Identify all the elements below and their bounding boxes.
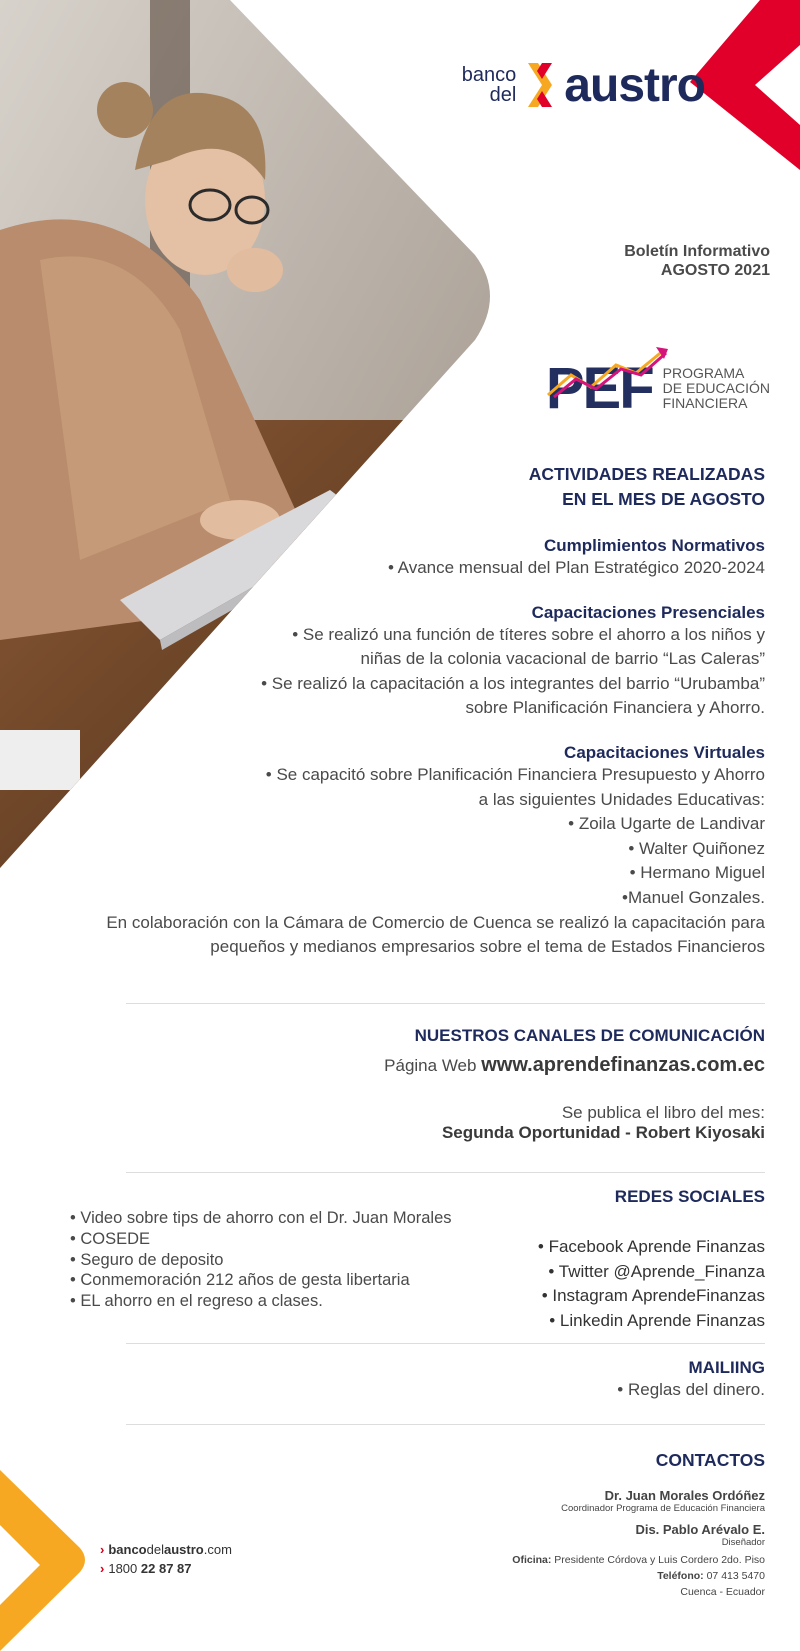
- section-line: •Manuel Gonzales.: [622, 887, 765, 907]
- red-chevron-decoration: [690, 0, 800, 170]
- logo-x-icon: [524, 61, 556, 109]
- phone-number[interactable]: 07 413 5470: [706, 1570, 765, 1582]
- pef-line3: FINANCIERA: [662, 395, 748, 411]
- social-accounts: [538, 1235, 765, 1333]
- section-line: a las siguientes Unidades Educativas:: [478, 789, 765, 809]
- channels-title: NUESTROS CANALES DE COMUNICACIÓN: [414, 1026, 765, 1045]
- section-line: • Walter Quiñonez: [628, 838, 765, 858]
- phone-label: Teléfono:: [657, 1570, 704, 1582]
- contact-name: Dis. Pablo Arévalo E.: [635, 1522, 765, 1537]
- section-line: • Zoila Ugarte de Landivar: [568, 814, 765, 834]
- footer-phone-prefix: 1800: [108, 1561, 138, 1576]
- social-facebook-link[interactable]: • Facebook Aprende Finanzas: [537, 1237, 765, 1256]
- section-virtuales: [65, 743, 765, 960]
- contact-name: Dr. Juan Morales Ordóñez: [604, 1488, 765, 1503]
- footer-web-part: banco: [108, 1542, 147, 1557]
- video-item: • EL ahorro en el regreso a clases.: [70, 1292, 323, 1311]
- video-item: • Seguro de deposito: [70, 1250, 224, 1269]
- section-line: • Se realizó una función de títeres sobre el ahorro a los niños y: [292, 624, 765, 644]
- footer-web-part: austro: [164, 1542, 204, 1557]
- bulletin-date: AGOSTO 2021: [660, 262, 770, 279]
- social-title-text: REDES SOCIALES: [614, 1187, 765, 1206]
- banco-del-austro-logo[interactable]: [462, 55, 705, 115]
- growth-arrow-icon: [546, 345, 671, 405]
- web-link[interactable]: www.aprendefinanzas.com.ec: [481, 1054, 765, 1076]
- activities-title-2: EN EL MES DE AGOSTO: [562, 488, 765, 509]
- pef-line1: PROGRAMA: [662, 365, 745, 381]
- chevron-right-icon: ›: [100, 1561, 105, 1576]
- social-linkedin-link[interactable]: • Linkedin Aprende Finanzas: [549, 1310, 765, 1330]
- social-title: [615, 1187, 765, 1207]
- web-label: Página Web: [384, 1056, 477, 1075]
- footer-web-part: .com: [203, 1542, 232, 1557]
- bulletin-header: [624, 242, 770, 280]
- footer-phone-link[interactable]: [100, 1559, 232, 1578]
- contacts-title: [656, 1450, 765, 1471]
- section-line: • Se capacitó sobre Planificación Financiera Presupuesto y Ahorro: [265, 764, 765, 784]
- social-instagram-link[interactable]: • Instagram AprendeFinanzas: [541, 1286, 765, 1306]
- footer-links: [100, 1540, 232, 1578]
- logo-word-banco: banco: [461, 64, 517, 86]
- activities-title-1: ACTIVIDADES REALIZADAS: [528, 464, 765, 484]
- mailing-section: [617, 1358, 765, 1403]
- section-line: • Se realizó la capacitación a los integrantes del barrio “Urubamba”: [261, 673, 765, 693]
- mailing-item: • Reglas del dinero.: [617, 1380, 765, 1399]
- section-line: En colaboración con la Cámara de Comercio de Cuenca se realizó la capacitación para: [106, 912, 765, 932]
- video-item: • Video sobre tips de ahorro con el Dr. Juan Morales: [70, 1209, 452, 1227]
- section-presenciales: [65, 603, 765, 721]
- footer-website-link[interactable]: [100, 1540, 232, 1559]
- section-title: Capacitaciones Virtuales: [564, 742, 765, 762]
- chevron-right-icon: ›: [100, 1542, 105, 1557]
- section-line: sobre Planificación Financiera y Ahorro.: [465, 698, 765, 718]
- section-title: Cumplimientos Normativos: [543, 536, 765, 555]
- section-line: • Hermano Miguel: [629, 863, 765, 883]
- footer-phone-number: 22 87 87: [140, 1561, 192, 1576]
- channels-section: [384, 1026, 765, 1143]
- contact-role: Diseñador: [721, 1537, 765, 1548]
- video-list: [70, 1208, 452, 1312]
- pef-logo: [546, 355, 770, 422]
- footer-web-part: del: [146, 1542, 164, 1557]
- section-line: • Avance mensual del Plan Estratégico 2020-2024: [387, 558, 765, 577]
- contact-role: Coordinador Programa de Educación Financiera: [561, 1503, 765, 1514]
- section-line: niñas de la colonia vacacional de barrio “Las Caleras”: [360, 649, 765, 669]
- contacts-title-text: CONTACTOS: [655, 1450, 765, 1470]
- mailing-title: MAILIING: [688, 1358, 765, 1377]
- section-line: pequeños y medianos empresarios sobre el tema de Estados Financieros: [210, 937, 765, 957]
- video-item: • Conmemoración 212 años de gesta libertaria: [70, 1271, 410, 1290]
- pef-line2: DE EDUCACIÓN: [662, 380, 770, 396]
- office-address: Presidente Córdova y Luis Cordero 2do. Piso: [554, 1554, 765, 1566]
- book-title: Segunda Oportunidad - Robert Kiyosaki: [441, 1123, 765, 1142]
- office-label: Oficina:: [512, 1554, 552, 1566]
- logo-word-austro: austro: [564, 58, 705, 112]
- divider: [126, 1172, 765, 1173]
- pef-acronym: PEF: [545, 356, 653, 421]
- divider: [126, 1424, 765, 1425]
- bulletin-title: Boletín Informativo: [624, 243, 770, 260]
- contacts-section: [512, 1488, 765, 1600]
- divider: [126, 1003, 765, 1004]
- divider: [126, 1343, 765, 1344]
- city: Cuenca - Ecuador: [680, 1586, 765, 1598]
- logo-word-del: del: [489, 84, 517, 106]
- social-twitter-link[interactable]: • Twitter @Aprende_Finanza: [548, 1261, 765, 1281]
- section-cumplimientos: [65, 536, 765, 581]
- video-item: • COSEDE: [70, 1229, 151, 1248]
- yellow-chevron-decoration: [0, 1470, 85, 1651]
- activities-section: [65, 462, 765, 960]
- book-label: Se publica el libro del mes:: [561, 1103, 765, 1122]
- section-title: Capacitaciones Presenciales: [531, 602, 765, 622]
